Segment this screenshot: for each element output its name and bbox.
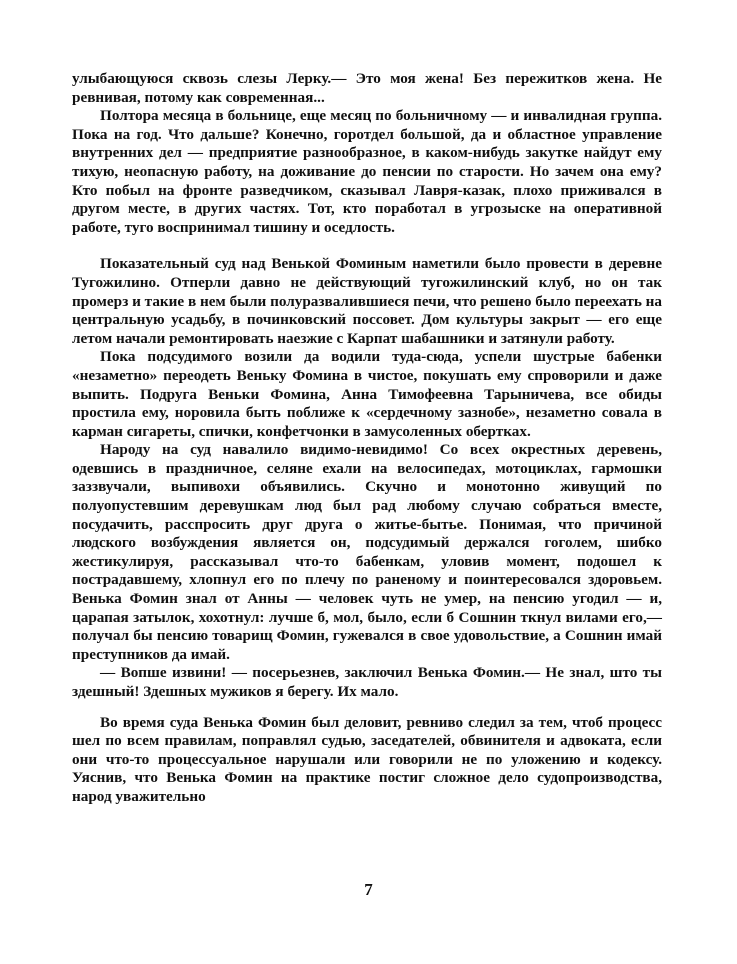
paragraph-3: Показательный суд над Венькой Фоминым наметили было провести в деревне Тугожилино. Отперли давно не действующий тугожилинский клуб, но он так промерз и такие в нем были полуразвалившиеся печи, что решено было переехать на центральную усадьбу, в починковский поссовет. Дом культуры закрыт — его еще летом начали ремонтировать наезжие с Карпат шабашники и затянули работу.	[72, 255, 662, 347]
paragraph-1: улыбающуюся сквозь слезы Лерку.— Это моя жена! Без пережитков жена. Не ревнивая, потому как современная...	[72, 70, 662, 106]
paragraph-7: Во время суда Венька Фомин был деловит, ревниво следил за тем, чтоб процесс шел по всем правилам, поправлял судью, заседателей, обвинителя и адвоката, если они что-то процессуальное нарушали или говорили не по уложению и кодексу. Уяснив, что Венька Фомин на практике постиг сложное дело судопроизводства, народ уважительно	[72, 713, 662, 805]
paragraph-4: Пока подсудимого возили да водили туда-сюда, успели шустрые бабенки «незаметно» переодеть Веньку Фомина в чистое, покушать ему спроворили и даже выпить. Подруга Веньки Фомина, Анна Тимофеевна Тарыничева, все обиды простила ему, норовила быть поближе к «сердечному зазнобе», незаметно совала в карман сигареты, спички, конфетчонки в замусоленных обертках.	[72, 348, 662, 440]
page-number: 7	[364, 880, 373, 899]
paragraph-5: Народу на суд навалило видимо-невидимо! Со всех окрестных деревень, одевшись в праздничное, селяне ехали на велосипедах, мотоциклах, гармошки заззвучали, выпивохи объявились. Скучно и монотонно живущий по полуопустевшим деревушкам люд был рад любому случаю собраться вместе, посудачить, расспросить друг друга о житье-бытье. Понимая, что причиной людского возбуждения является он, подсудимый держался гоголем, шибко жестикулируя, рассказывал что-то бабенкам, уловив момент, подошел к пострадавшему, хлопнул его по плечу по раненому и поинтересовался здоровьем. Венька Фомин знал от Анны — человек чуть не умер, на пенсию угодил — и, царапая затылок, хохотнул: лучше б, мол, было, если б Сошнин ткнул вилами его,— получал бы пенсию товарищ Фомин, гужевался в свое удовольствие, а Сошнин имай преступников да имай.	[72, 441, 662, 663]
page-body	[72, 70, 662, 807]
paragraph-2: Полтора месяца в больнице, еще месяц по больничному — и инвалидная группа. Пока на год. Что дальше? Конечно, горотдел большой, да и областное управление внутренних дел — предприятие разнообразное, в каком-нибудь закутке найдут ему тихую, неопасную работу, на доживание до пенсии по старости. Но зачем она ему? Кто побыл на фронте разведчиком, сказывал Лавря-казак, плохо приживался в другом месте, в других частях. Тот, кто поработал в угрозыске на оперативной работе, туго воспринимал тишину и оседлость.	[72, 107, 662, 236]
paragraph-6: — Вопше извини! — посерьезнев, заключил Венька Фомин.— Не знал, што ты здешный! Здешных мужиков я берегу. Их мало.	[72, 664, 662, 700]
